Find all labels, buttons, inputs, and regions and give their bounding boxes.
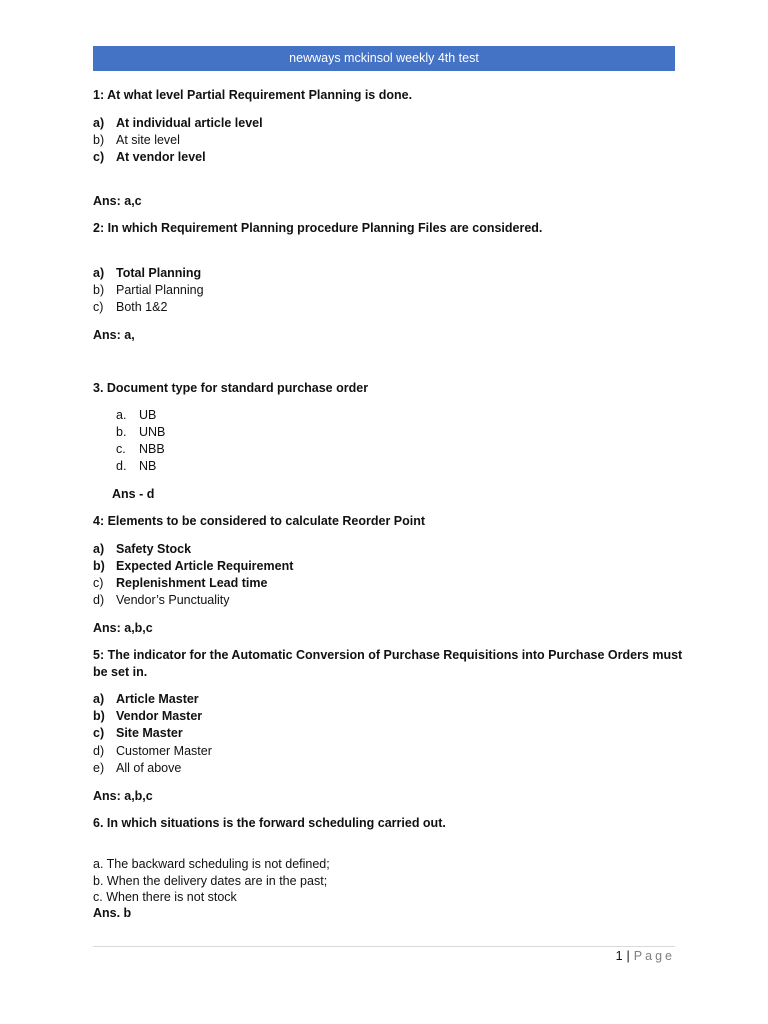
question-5-line-1: 5: The indicator for the Automatic Conversion of Purchase Requisitions into Purchase Orders must (93, 648, 683, 662)
question-4: 4: Elements to be considered to calculate Reorder Point (93, 514, 426, 528)
page-number: 1 (615, 949, 623, 963)
q2-option-c-label: c) (93, 300, 104, 314)
q1-answer: Ans: a,c (93, 194, 142, 208)
header-title: newways mckinsol weekly 4th test (289, 51, 479, 65)
q5-option-a: Article Master (116, 692, 199, 706)
q1-option-b-label: b) (93, 133, 105, 147)
q1-option-b: At site level (116, 133, 180, 147)
q2-option-b: Partial Planning (116, 283, 204, 297)
q5-option-d: Customer Master (116, 744, 212, 758)
q3-option-b-label: b. (116, 425, 127, 439)
q5-option-e-label: e) (93, 761, 105, 775)
q6-answer: Ans. b (93, 906, 132, 920)
question-2: 2: In which Requirement Planning procedure Planning Files are considered. (93, 221, 543, 235)
q4-answer: Ans: a,b,c (93, 621, 153, 635)
question-3: 3. Document type for standard purchase order (93, 381, 369, 395)
q4-option-a-label: a) (93, 542, 105, 556)
footer-separator: | (626, 949, 630, 963)
q6-line-b: b. When the delivery dates are in the past; (93, 874, 328, 888)
question-1: 1: At what level Partial Requirement Planning is done. (93, 88, 413, 102)
page-word: Page (633, 949, 675, 963)
page-footer (616, 949, 675, 963)
q3-option-d-label: d. (116, 459, 127, 473)
q2-answer: Ans: a, (93, 328, 135, 342)
question-6: 6. In which situations is the forward scheduling carried out. (93, 816, 446, 830)
q4-option-c-label: c) (93, 576, 104, 590)
q5-answer: Ans: a,b,c (93, 789, 153, 803)
q4-option-a: Safety Stock (116, 542, 192, 556)
q2-option-a-label: a) (93, 266, 105, 280)
q4-option-b: Expected Article Requirement (116, 559, 294, 573)
header-title-bar (93, 46, 675, 71)
q3-answer: Ans - d (112, 487, 155, 501)
q3-option-d: NB (139, 459, 157, 473)
q5-option-c: Site Master (116, 726, 183, 740)
q4-option-b-label: b) (93, 559, 105, 573)
q6-line-c: c. When there is not stock (93, 890, 237, 904)
q5-option-a-label: a) (93, 692, 105, 706)
q3-option-c-label: c. (116, 442, 126, 456)
q5-option-c-label: c) (93, 726, 105, 740)
q1-option-a: At individual article level (116, 116, 263, 130)
q3-option-b: UNB (139, 425, 166, 439)
q2-option-c: Both 1&2 (116, 300, 168, 314)
q4-option-d: Vendor’s Punctuality (116, 593, 230, 607)
q1-option-a-label: a) (93, 116, 105, 130)
q5-option-b-label: b) (93, 709, 105, 723)
q3-option-c: NBB (139, 442, 165, 456)
question-5-line-2: be set in. (93, 665, 148, 679)
q2-option-a: Total Planning (116, 266, 202, 280)
q1-option-c: At vendor level (116, 150, 206, 164)
q3-option-a-label: a. (116, 408, 127, 422)
q4-option-c: Replenishment Lead time (116, 576, 268, 590)
q5-option-b: Vendor Master (116, 709, 203, 723)
q5-option-d-label: d) (93, 744, 105, 758)
q2-option-b-label: b) (93, 283, 105, 297)
q6-line-a: a. The backward scheduling is not defined; (93, 857, 330, 871)
footer-divider (93, 946, 675, 947)
q5-option-e: All of above (116, 761, 182, 775)
q3-option-a: UB (139, 408, 157, 422)
q1-option-c-label: c) (93, 150, 105, 164)
q4-option-d-label: d) (93, 593, 105, 607)
